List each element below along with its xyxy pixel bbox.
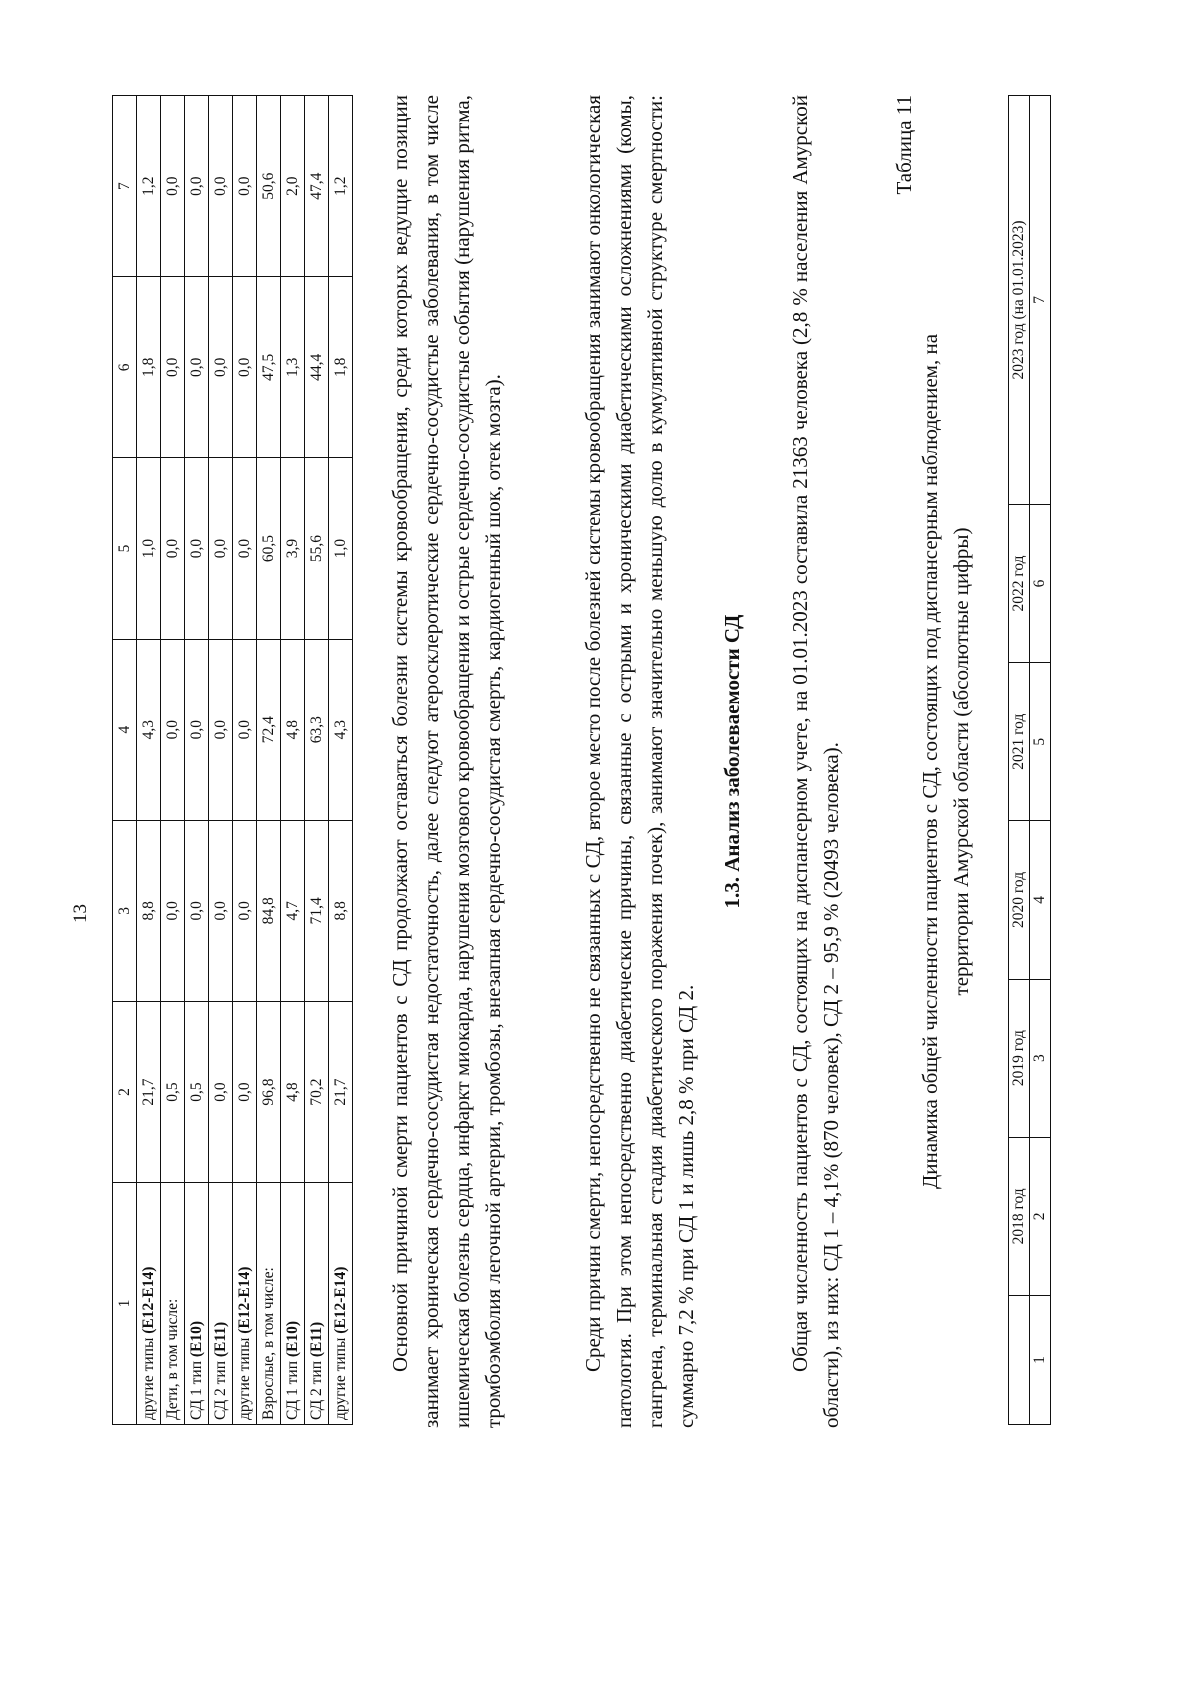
row-label <box>185 1183 209 1425</box>
icd-code: (Е10) <box>188 1320 205 1358</box>
table-cell: 1,8 <box>329 277 353 458</box>
table-cell: 4,7 <box>281 820 305 1001</box>
table-label: Таблица 11 <box>892 95 916 195</box>
row-label <box>281 1183 305 1425</box>
table-cell: 21,7 <box>137 1001 161 1182</box>
table-number-row <box>1030 96 1051 1425</box>
table-cell: 55,6 <box>305 458 329 639</box>
icd-code: (Е10) <box>284 1320 301 1358</box>
table-cell: 1,2 <box>329 96 353 277</box>
table-row <box>257 96 281 1425</box>
row-label-text: другие типы <box>236 1333 253 1420</box>
table-row <box>233 96 257 1425</box>
icd-code: (Е12-Е14) <box>140 1266 157 1334</box>
table-cell: 0,0 <box>209 96 233 277</box>
table-row <box>161 96 185 1425</box>
table-row <box>137 96 161 1425</box>
table-cell: 0,0 <box>185 820 209 1001</box>
table-caption-line: Динамика общей численности пациентов с СД, состоящих под диспансерным наблюдением, на <box>918 333 942 1190</box>
table-cell: 7 <box>1030 96 1051 505</box>
table-row <box>329 96 353 1425</box>
table-header-cell: 5 <box>113 458 137 639</box>
row-label-text: Взрослые, в том числе: <box>260 1267 277 1420</box>
table-cell: 5 <box>1030 663 1051 821</box>
table-cell: 47,5 <box>257 277 281 458</box>
table-caption <box>915 95 977 1428</box>
table-header-cell: 2020 год <box>1009 821 1030 979</box>
row-label <box>209 1183 233 1425</box>
table-cell: 4,3 <box>329 639 353 820</box>
table-cell: 3 <box>1030 979 1051 1137</box>
table-cell: 1,0 <box>329 458 353 639</box>
table-cell: 44,4 <box>305 277 329 458</box>
row-label <box>329 1183 353 1425</box>
table-cell: 70,2 <box>305 1001 329 1182</box>
table-header-cell: 2022 год <box>1009 504 1030 662</box>
table-cell: 8,8 <box>329 820 353 1001</box>
table-header-cell: 3 <box>113 820 137 1001</box>
table-cell: 1,3 <box>281 277 305 458</box>
table-cell: 0,5 <box>161 1001 185 1182</box>
table-cell: 3,9 <box>281 458 305 639</box>
table-cell: 1 <box>1030 1296 1051 1425</box>
page-number: 13 <box>70 904 91 923</box>
table-cell: 0,0 <box>233 820 257 1001</box>
table-caption-line: территории Амурской области (абсолютные цифры) <box>949 527 973 996</box>
table-cell: 0,0 <box>185 458 209 639</box>
table-row <box>185 96 209 1425</box>
mortality-table <box>112 95 353 1425</box>
table-cell: 63,3 <box>305 639 329 820</box>
table-cell: 0,0 <box>161 820 185 1001</box>
table-header-cell: 2019 год <box>1009 979 1030 1137</box>
patient-dynamics-table <box>1008 95 1051 1425</box>
table-cell: 47,4 <box>305 96 329 277</box>
table-cell: 1,8 <box>137 277 161 458</box>
paragraph-other-causes: Среди причин смерти, непосредственно не связанных с СД, второе место после болезней системы кровообращения занимают онкологическая патология. При этом непосредственно диабетические причины, связанные с острыми и хроническими диабетическими осложнениями (комы, гангрена, терминальная стадия диабетического поражения почек), занимают значительно меньшую долю в кумулятивной структуре смертности: суммарно 7,2 % при СД 1 и лишь 2,8 % при СД 2. <box>581 95 698 1428</box>
row-label-text: Дети, в том числе: <box>164 1298 181 1420</box>
table-cell: 4 <box>1030 821 1051 979</box>
table-cell: 0,0 <box>209 820 233 1001</box>
table-header-cell: 7 <box>113 96 137 277</box>
table-header-cell: 2018 год <box>1009 1137 1030 1295</box>
table-cell: 0,0 <box>209 639 233 820</box>
table-row <box>281 96 305 1425</box>
table-cell: 0,0 <box>233 1001 257 1182</box>
row-label-text: СД 1 тип <box>284 1357 301 1420</box>
table-cell: 2 <box>1030 1137 1051 1295</box>
table-header-cell <box>1009 1296 1030 1425</box>
table-cell: 4,8 <box>281 1001 305 1182</box>
table-cell: 0,0 <box>209 277 233 458</box>
paragraph-patient-count: Общая численность пациентов с СД, состоящих на диспансерном учете, на 01.01.2023 составила 21363 человека (2,8 % населения Амурской области), из них: СД 1 – 4,1% (870 человек), СД 2 – 95,9 % (20493 человека). <box>788 95 843 1428</box>
table-cell: 0,0 <box>185 96 209 277</box>
table-cell: 0,0 <box>161 96 185 277</box>
table-header-row <box>113 96 137 1425</box>
table-header-cell: 1 <box>113 1183 137 1425</box>
row-label-text: СД 2 тип <box>308 1357 325 1420</box>
table-cell: 21,7 <box>329 1001 353 1182</box>
table-row <box>305 96 329 1425</box>
row-label-text: другие типы <box>140 1333 157 1420</box>
icd-code: (Е12-Е14) <box>332 1266 349 1334</box>
table-header-cell: 4 <box>113 639 137 820</box>
table-cell: 72,4 <box>257 639 281 820</box>
table-cell: 1,2 <box>137 96 161 277</box>
row-label <box>137 1183 161 1425</box>
table-cell: 0,0 <box>233 96 257 277</box>
icd-code: (Е11) <box>308 1321 325 1358</box>
table-cell: 0,0 <box>185 639 209 820</box>
table-cell: 6 <box>1030 504 1051 662</box>
paragraph-causes-of-death: Основной причиной смерти пациентов с СД продолжают оставаться болезни системы кровообращения, среди которых ведущие позиции занимает хроническая сердечно-сосудистая недостаточность, далее следуют атеросклеротические сердечно-сосудистые заболевания, в том числе ишемическая болезнь сердца, инфаркт миокарда, нарушения мозгового кровообращения и острые сердечно-сосудистые события (нарушения ритма, тромбоэмболия легочной артерии, тромбозы, внезапная сердечно-сосудистая смерть, кардиогенный шок, отек мозга). <box>388 95 505 1428</box>
table-cell: 96,8 <box>257 1001 281 1182</box>
icd-code: (Е12-Е14) <box>236 1266 253 1334</box>
row-label-text: СД 1 тип <box>188 1357 205 1420</box>
table-header-cell: 6 <box>113 277 137 458</box>
table-cell: 0,0 <box>233 458 257 639</box>
table-header-cell: 2 <box>113 1001 137 1182</box>
icd-code: (Е11) <box>212 1321 229 1358</box>
table-cell: 0,0 <box>185 277 209 458</box>
table-cell: 60,5 <box>257 458 281 639</box>
row-label <box>161 1183 185 1425</box>
table-cell: 1,0 <box>137 458 161 639</box>
table-cell: 0,0 <box>233 277 257 458</box>
table-row <box>209 96 233 1425</box>
row-label <box>233 1183 257 1425</box>
table-cell: 0,0 <box>161 277 185 458</box>
table-cell: 84,8 <box>257 820 281 1001</box>
table-header-row <box>1009 96 1030 1425</box>
row-label <box>257 1183 281 1425</box>
table-cell: 4,8 <box>281 639 305 820</box>
table-cell: 0,0 <box>161 458 185 639</box>
table-header-cell: 2021 год <box>1009 663 1030 821</box>
table-cell: 0,0 <box>233 639 257 820</box>
table-cell: 0,0 <box>209 1001 233 1182</box>
table-cell: 0,0 <box>161 639 185 820</box>
table-cell: 0,0 <box>209 458 233 639</box>
table-cell: 4,3 <box>137 639 161 820</box>
table-cell: 0,5 <box>185 1001 209 1182</box>
section-heading: 1.3. Анализ заболеваемости СД <box>720 614 744 909</box>
row-label <box>305 1183 329 1425</box>
row-label-text: другие типы <box>332 1333 349 1420</box>
table-cell: 2,0 <box>281 96 305 277</box>
row-label-text: СД 2 тип <box>212 1357 229 1420</box>
table-header-cell: 2023 год (на 01.01.2023) <box>1009 96 1030 505</box>
table-cell: 71,4 <box>305 820 329 1001</box>
table-cell: 8,8 <box>137 820 161 1001</box>
table-cell: 50,6 <box>257 96 281 277</box>
